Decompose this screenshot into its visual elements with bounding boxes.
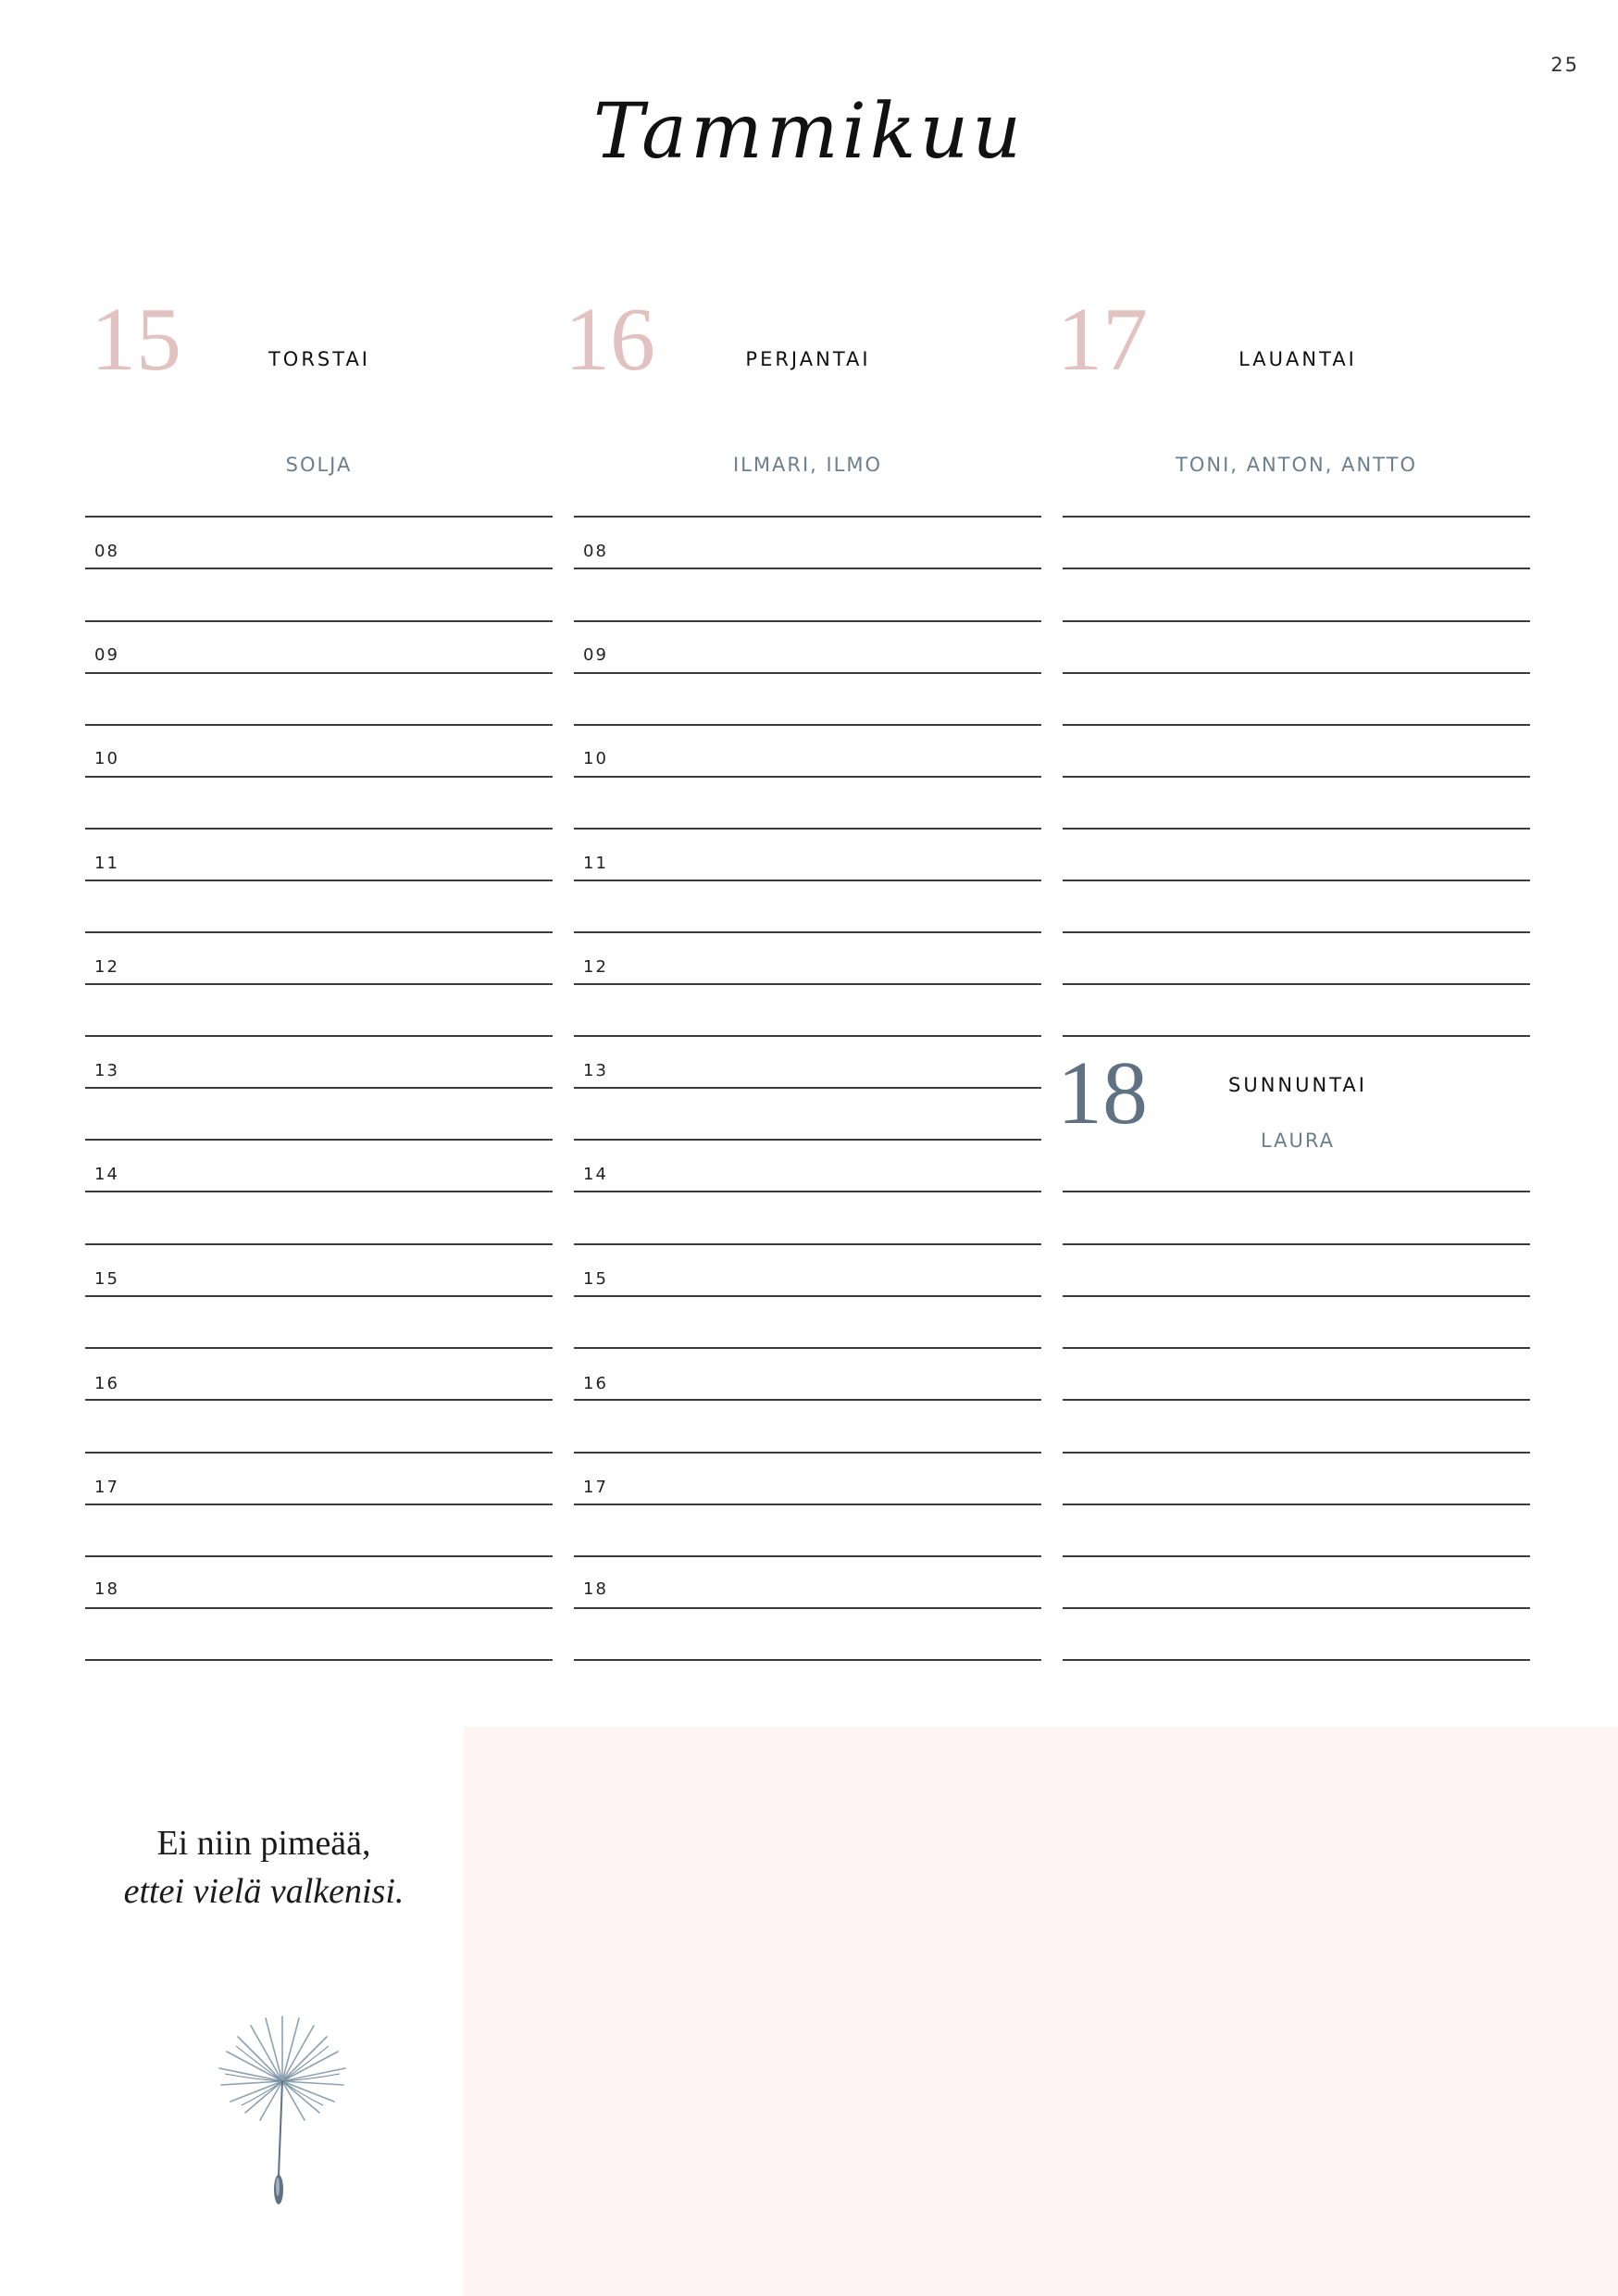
writing-line[interactable] bbox=[574, 1607, 1041, 1609]
writing-line[interactable] bbox=[574, 1504, 1041, 1505]
writing-line[interactable] bbox=[1063, 776, 1530, 778]
writing-line[interactable] bbox=[574, 516, 1041, 518]
writing-line[interactable] bbox=[574, 1243, 1041, 1245]
quote-line-2: ettei vielä valkenisi. bbox=[123, 1872, 404, 1911]
day-17-names: TONI, ANTON, ANTTO bbox=[1176, 454, 1417, 476]
writing-line[interactable] bbox=[85, 1504, 553, 1505]
hour-label: 17 bbox=[94, 1478, 119, 1497]
hour-label: 10 bbox=[94, 749, 119, 768]
writing-line[interactable] bbox=[574, 1399, 1041, 1401]
writing-line[interactable] bbox=[85, 1087, 553, 1089]
hour-label: 17 bbox=[583, 1478, 608, 1497]
hour-label: 12 bbox=[94, 957, 119, 977]
hour-label: 16 bbox=[94, 1374, 119, 1393]
day-17-number: 17 bbox=[1057, 290, 1148, 390]
writing-line[interactable] bbox=[85, 1399, 553, 1401]
writing-line[interactable] bbox=[574, 1555, 1041, 1557]
writing-line[interactable] bbox=[574, 880, 1041, 881]
writing-line[interactable] bbox=[574, 1139, 1041, 1141]
writing-line[interactable] bbox=[574, 776, 1041, 778]
month-title: Tammikuu bbox=[592, 88, 1026, 176]
writing-line[interactable] bbox=[85, 516, 553, 518]
writing-line[interactable] bbox=[85, 1452, 553, 1454]
hour-label: 15 bbox=[94, 1269, 119, 1289]
writing-line[interactable] bbox=[1063, 724, 1530, 726]
writing-line[interactable] bbox=[85, 1295, 553, 1297]
writing-line[interactable] bbox=[1063, 620, 1530, 622]
hour-label: 12 bbox=[583, 957, 608, 977]
day-15-number: 15 bbox=[91, 290, 181, 390]
hour-label: 13 bbox=[583, 1061, 608, 1080]
writing-line[interactable] bbox=[1063, 1607, 1530, 1609]
writing-line[interactable] bbox=[574, 1452, 1041, 1454]
writing-line[interactable] bbox=[1063, 828, 1530, 830]
notes-panel bbox=[464, 1727, 1618, 2296]
writing-line[interactable] bbox=[574, 1295, 1041, 1297]
writing-line[interactable] bbox=[1063, 983, 1530, 985]
writing-line[interactable] bbox=[85, 776, 553, 778]
hour-label: 10 bbox=[583, 749, 608, 768]
writing-line[interactable] bbox=[1063, 1399, 1530, 1401]
writing-line[interactable] bbox=[85, 1555, 553, 1557]
writing-line[interactable] bbox=[1063, 1659, 1530, 1661]
writing-line[interactable] bbox=[574, 983, 1041, 985]
writing-line[interactable] bbox=[85, 880, 553, 881]
writing-line[interactable] bbox=[85, 983, 553, 985]
writing-line[interactable] bbox=[1063, 1555, 1530, 1557]
hour-label: 11 bbox=[94, 854, 119, 873]
day-18-number: 18 bbox=[1057, 1043, 1148, 1143]
hour-label: 09 bbox=[94, 645, 119, 665]
day-18-weekday: SUNNUNTAI bbox=[1228, 1074, 1367, 1096]
writing-line[interactable] bbox=[574, 672, 1041, 674]
writing-line[interactable] bbox=[1063, 1452, 1530, 1454]
writing-line[interactable] bbox=[574, 1191, 1041, 1192]
writing-line[interactable] bbox=[574, 620, 1041, 622]
writing-line[interactable] bbox=[85, 672, 553, 674]
writing-line[interactable] bbox=[574, 568, 1041, 569]
writing-line[interactable] bbox=[1063, 931, 1530, 933]
writing-line[interactable] bbox=[85, 1191, 553, 1192]
day-18-names: LAURA bbox=[1260, 1129, 1336, 1152]
writing-line[interactable] bbox=[85, 568, 553, 569]
hour-label: 13 bbox=[94, 1061, 119, 1080]
day-16-names: ILMARI, ILMO bbox=[732, 454, 883, 476]
dandelion-seed-icon bbox=[208, 2009, 356, 2208]
writing-line[interactable] bbox=[1063, 880, 1530, 881]
writing-line[interactable] bbox=[1063, 1347, 1530, 1349]
writing-line[interactable] bbox=[85, 1243, 553, 1245]
hour-label: 09 bbox=[583, 645, 608, 665]
writing-line[interactable] bbox=[85, 1035, 553, 1037]
hour-label: 18 bbox=[94, 1579, 119, 1599]
writing-line[interactable] bbox=[574, 931, 1041, 933]
writing-line[interactable] bbox=[85, 1347, 553, 1349]
writing-line[interactable] bbox=[574, 1347, 1041, 1349]
writing-line[interactable] bbox=[85, 620, 553, 622]
hour-label: 08 bbox=[583, 542, 608, 561]
writing-line[interactable] bbox=[85, 1659, 553, 1661]
writing-line[interactable] bbox=[1063, 1243, 1530, 1245]
writing-line[interactable] bbox=[1063, 516, 1530, 518]
writing-line[interactable] bbox=[1063, 1035, 1530, 1037]
day-17-weekday: LAUANTAI bbox=[1238, 348, 1357, 370]
writing-line[interactable] bbox=[85, 724, 553, 726]
hour-label: 14 bbox=[94, 1165, 119, 1184]
writing-line[interactable] bbox=[574, 1659, 1041, 1661]
day-16-number: 16 bbox=[565, 290, 655, 390]
writing-line[interactable] bbox=[85, 828, 553, 830]
writing-line[interactable] bbox=[85, 1139, 553, 1141]
writing-line[interactable] bbox=[85, 931, 553, 933]
writing-line[interactable] bbox=[1063, 672, 1530, 674]
hour-label: 08 bbox=[94, 542, 119, 561]
day-15-names: SOLJA bbox=[285, 454, 353, 476]
hour-label: 18 bbox=[583, 1579, 608, 1599]
writing-line[interactable] bbox=[574, 1035, 1041, 1037]
writing-line[interactable] bbox=[1063, 1191, 1530, 1192]
writing-line[interactable] bbox=[1063, 1504, 1530, 1505]
writing-line[interactable] bbox=[574, 1087, 1041, 1089]
day-16-weekday: PERJANTAI bbox=[745, 348, 871, 370]
writing-line[interactable] bbox=[85, 1607, 553, 1609]
page-number: 25 bbox=[1550, 54, 1579, 76]
writing-line[interactable] bbox=[574, 828, 1041, 830]
writing-line[interactable] bbox=[574, 724, 1041, 726]
hour-label: 14 bbox=[583, 1165, 608, 1184]
writing-line[interactable] bbox=[1063, 568, 1530, 569]
day-15-weekday: TORSTAI bbox=[268, 348, 371, 370]
hour-label: 11 bbox=[583, 854, 608, 873]
hour-label: 16 bbox=[583, 1374, 608, 1393]
quote-line-1: Ei niin pimeää, bbox=[156, 1824, 371, 1863]
hour-label: 15 bbox=[583, 1269, 608, 1289]
writing-line[interactable] bbox=[1063, 1295, 1530, 1297]
